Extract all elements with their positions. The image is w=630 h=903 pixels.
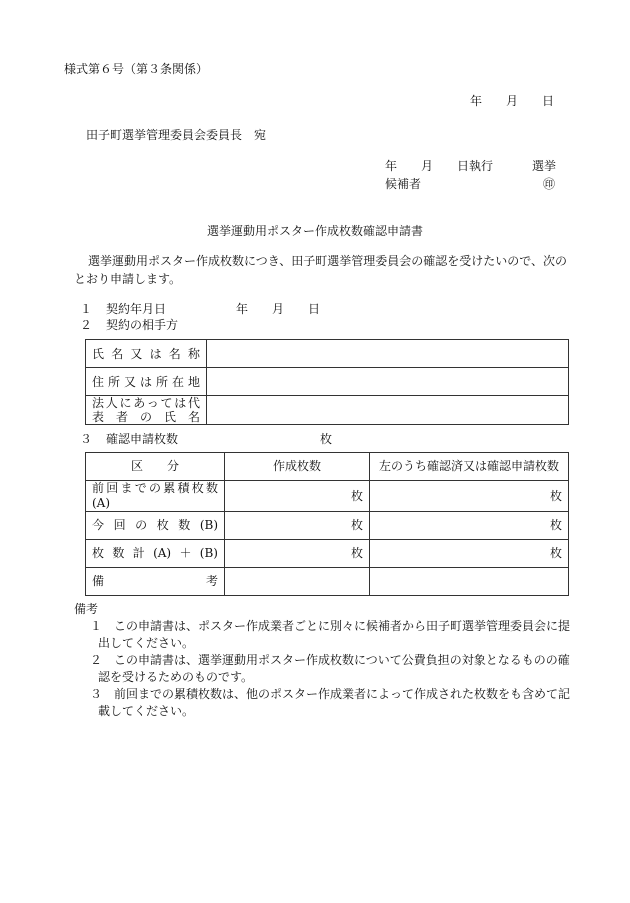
contract-party-table	[85, 339, 569, 425]
intro-paragraph: 選挙運動用ポスター作成枚数につき、田子町選挙管理委員会の確認を受けたいので、次のとおり申請します。	[74, 254, 568, 286]
item-3-label: 確認申請枚数	[106, 432, 179, 446]
table-row	[86, 396, 569, 425]
address-label: 住所又は所在地	[86, 368, 207, 396]
item-2-label: 契約の相手方	[106, 318, 179, 332]
header-category: 区 分	[86, 453, 225, 481]
count-table	[85, 452, 569, 596]
document-title: 選挙運動用ポスター作成枚数確認申請書	[206, 224, 423, 238]
item-3	[80, 432, 178, 447]
item-1-label: 契約年月日	[106, 302, 167, 316]
header-created-count: 作成枚数	[225, 453, 370, 481]
item-2	[80, 318, 178, 333]
note-item: ２ この申請書は、選挙運動用ポスター作成枚数について公費負担の対象となるものの確認を受けるためのものです。	[90, 653, 570, 684]
row-confirmed[interactable]	[370, 568, 569, 596]
row-created[interactable]: 枚	[225, 512, 370, 540]
candidate-label: 候補者	[385, 177, 422, 191]
item-2-number: ２	[80, 318, 93, 332]
seal-mark: ㊞	[543, 177, 556, 191]
election-label: 選挙	[532, 159, 557, 173]
notes-heading: 備考	[74, 602, 99, 616]
table-row	[86, 540, 569, 568]
representative-value[interactable]	[207, 396, 569, 425]
header-confirmed-count: 左のうち確認済又は確認申請枚数	[370, 453, 569, 481]
representative-label-line2: 表者の氏名	[92, 410, 200, 424]
form-number: 様式第６号（第３条関係）	[64, 62, 209, 76]
row-label: 前回までの累積枚数(A)	[86, 481, 225, 512]
name-value[interactable]	[207, 340, 569, 368]
table-row	[86, 368, 569, 396]
name-label: 氏名又は名称	[86, 340, 207, 368]
item-3-unit: 枚	[320, 432, 333, 446]
note-item: ３ 前回までの累積枚数は、他のポスター作成業者によって作成された枚数をも含めて記載してください。	[90, 687, 571, 718]
addressee: 田子町選挙管理委員会委員長 宛	[86, 128, 267, 142]
item-3-number: ３	[80, 432, 93, 446]
row-created[interactable]: 枚	[225, 481, 370, 512]
row-confirmed[interactable]: 枚	[370, 540, 569, 568]
item-1-number: １	[80, 302, 93, 316]
table-header-row	[86, 453, 569, 481]
row-created[interactable]	[225, 568, 370, 596]
address-value[interactable]	[207, 368, 569, 396]
row-created[interactable]: 枚	[225, 540, 370, 568]
item-1-value: 年 月 日	[236, 302, 321, 316]
row-confirmed[interactable]: 枚	[370, 512, 569, 540]
row-label: 備考	[86, 568, 225, 596]
table-row	[86, 568, 569, 596]
item-1	[80, 302, 166, 317]
election-date: 年 月 日執行	[385, 159, 494, 173]
representative-label	[86, 396, 207, 425]
table-row	[86, 512, 569, 540]
row-label: 枚数計(A)＋(B)	[86, 540, 225, 568]
table-row	[86, 340, 569, 368]
row-label: 今回の枚数(B)	[86, 512, 225, 540]
table-row	[86, 481, 569, 512]
date-line: 年 月 日	[470, 94, 555, 108]
row-confirmed[interactable]: 枚	[370, 481, 569, 512]
note-item: １ この申請書は、ポスター作成業者ごとに別々に候補者から田子町選挙管理委員会に提出してください。	[90, 619, 571, 650]
representative-label-line1: 法人にあっては代	[92, 396, 200, 410]
